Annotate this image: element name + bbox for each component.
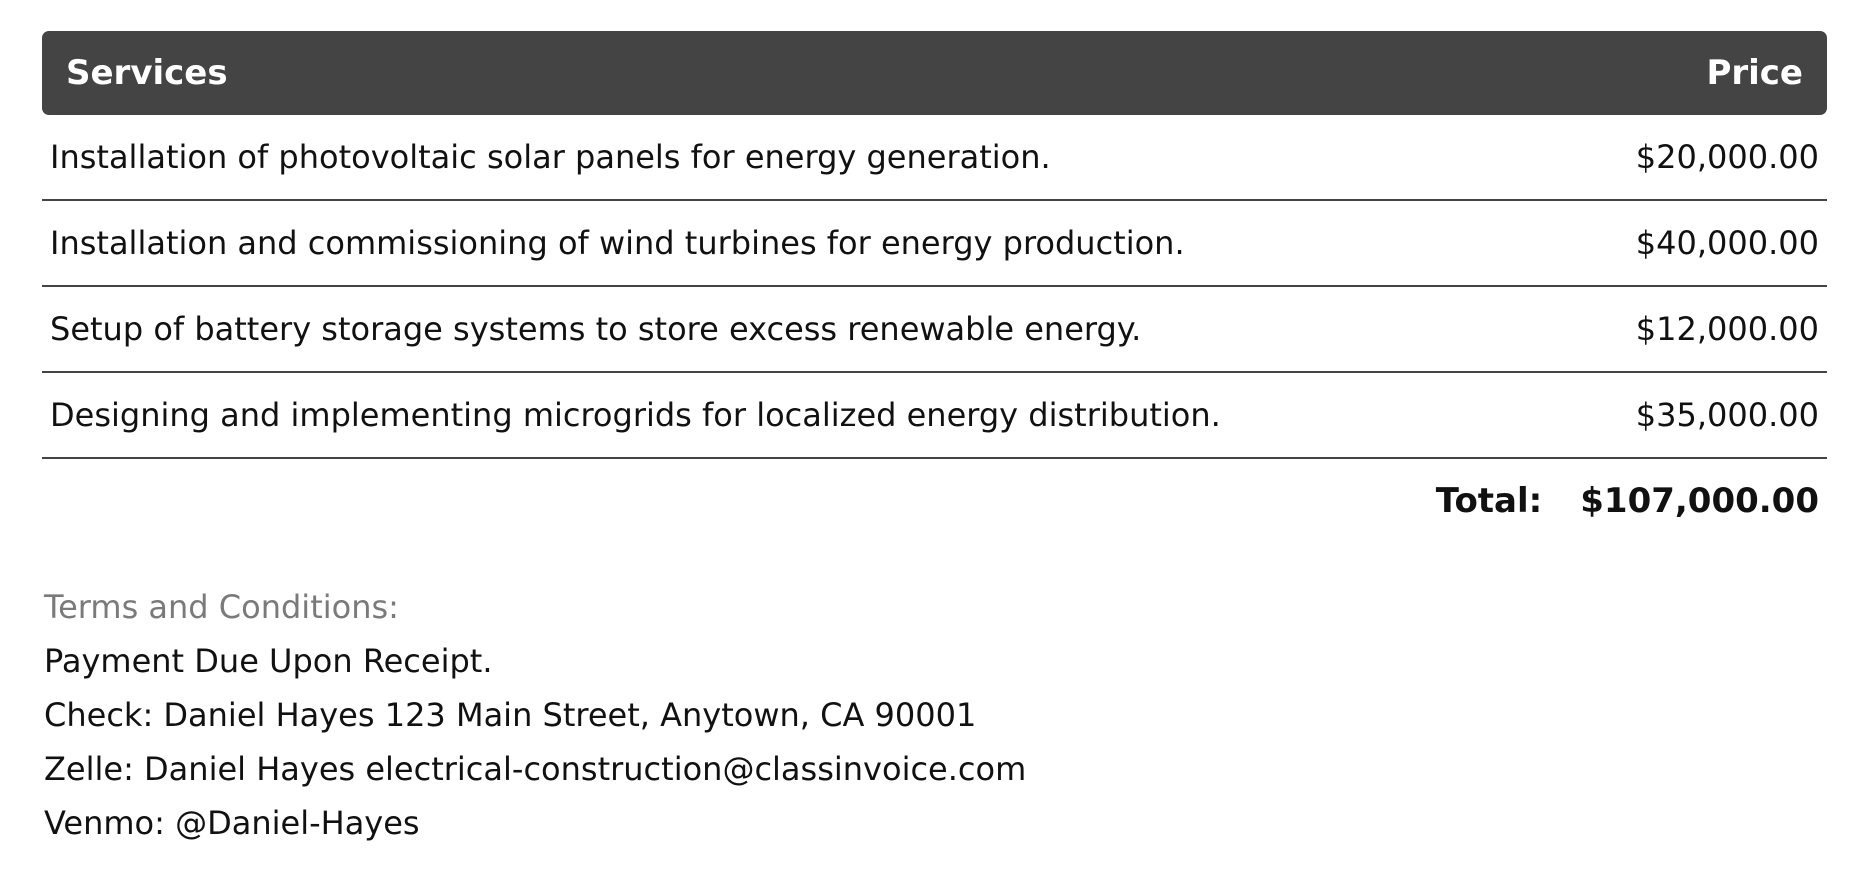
price-column-header: Price	[1706, 53, 1803, 93]
terms-section	[44, 580, 1026, 850]
terms-line: Venmo: @Daniel-Hayes	[44, 804, 420, 842]
table-row	[42, 115, 1827, 201]
table-header	[42, 31, 1827, 115]
service-price: $12,000.00	[1635, 310, 1819, 348]
table-row	[42, 373, 1827, 459]
services-column-header: Services	[66, 53, 228, 93]
terms-line: Zelle: Daniel Hayes electrical-construction@classinvoice.com	[44, 750, 1027, 788]
total-value: $107,000.00	[1580, 481, 1819, 521]
table-row	[42, 201, 1827, 287]
service-description: Installation of photovoltaic solar panels for energy generation.	[50, 138, 1051, 176]
terms-line: Payment Due Upon Receipt.	[44, 642, 493, 680]
service-description: Designing and implementing microgrids for localized energy distribution.	[50, 396, 1221, 434]
total-row	[42, 459, 1827, 543]
service-price: $35,000.00	[1635, 396, 1819, 434]
total-label: Total:	[1435, 481, 1543, 521]
table-row	[42, 287, 1827, 373]
service-price: $20,000.00	[1635, 138, 1819, 176]
service-price: $40,000.00	[1635, 224, 1819, 262]
terms-line: Check: Daniel Hayes 123 Main Street, Anytown, CA 90001	[44, 696, 977, 734]
service-description: Setup of battery storage systems to store excess renewable energy.	[50, 310, 1142, 348]
service-description: Installation and commissioning of wind turbines for energy production.	[50, 224, 1185, 262]
services-table	[42, 31, 1827, 543]
terms-title: Terms and Conditions:	[44, 588, 399, 626]
